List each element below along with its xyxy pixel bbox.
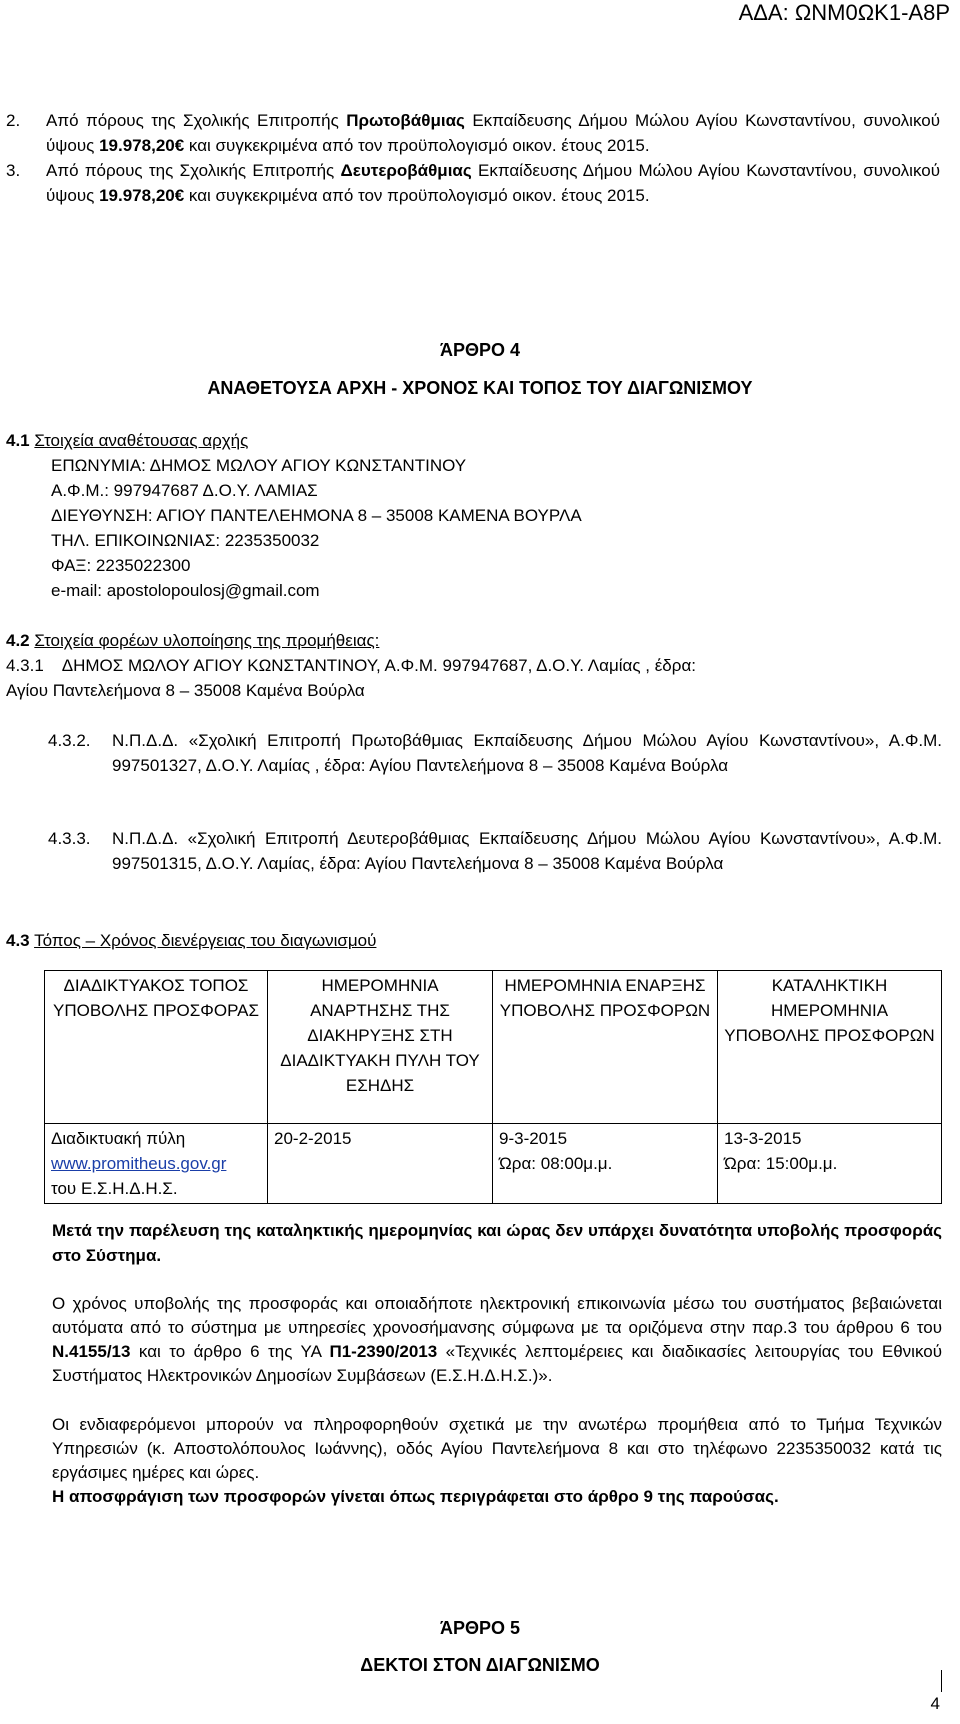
- section-4-3: [6, 928, 376, 953]
- table-cell: [718, 1124, 942, 1204]
- decision-ref: Π1-2390/2013: [329, 1342, 438, 1361]
- list-item: [6, 108, 940, 158]
- page-number: 4: [930, 1694, 940, 1713]
- table-header: ΚΑΤΑΛΗΚΤΙΚΗ ΗΜΕΡΟΜΗΝΙΑ ΥΠΟΒΟΛΗΣ ΠΡΟΣΦΟΡΩΝ: [718, 971, 942, 1124]
- article-4-subtitle: ΑΝΑΘΕΤΟΥΣΑ ΑΡΧΗ - ΧΡΟΝΟΣ ΚΑΙ ΤΟΠΟΣ ΤΟΥ ΔΙΑΓΩΝΙΣΜΟΥ: [207, 378, 753, 398]
- entity-4-3-3: [48, 826, 942, 876]
- portal-link[interactable]: www.promitheus.gov.gr: [51, 1154, 227, 1173]
- end-time: Ώρα: 15:00μ.μ.: [724, 1154, 838, 1173]
- page-number-rule: [941, 1670, 942, 1692]
- text-part: Ο χρόνος υποβολής της προσφοράς και οποιαδήποτε ηλεκτρονική επικοινωνία μέσω του συστήματος βεβαιώνεται αυτόματα από το σύστημα με υπηρεσίες χρονοσήμανσης σύμφωνα με τα οριζόμενα στην παρ.3 του άρθρου 6 του: [52, 1294, 942, 1337]
- text-part: Εκπαίδευσης Δήμου Μώλου Αγίου Κωνσταντίνου, συνολικού ύψους: [46, 161, 940, 205]
- section-4-2: [6, 628, 940, 703]
- ada-code: ΑΔΑ: ΩΝΜ0ΩΚ1-Α8Ρ: [738, 0, 950, 25]
- table-cell: [493, 1124, 718, 1204]
- info-paragraph: Οι ενδιαφερόμενοι μπορούν να πληροφορηθούν σχετικά με την ανωτέρω προμήθεια από το Τμήμα Τεχνικών Υπηρεσιών (κ. Αποστολόπουλος Ιωάννης), οδός Αγίου Παντελεήμονα 8 και στο τηλέφωνο 2235350032 κατά τις εργάσιμες ημέρες και ώρες.: [52, 1415, 942, 1482]
- entity-number: 4.3.2.: [48, 731, 91, 750]
- authority-fax: ΦΑΞ: 2235022300: [51, 556, 191, 575]
- list-number: 2.: [6, 111, 21, 130]
- article-5-subtitle: ΔΕΚΤΟΙ ΣΤΟΝ ΔΙΑΓΩΝΙΣΜΟ: [360, 1655, 600, 1675]
- end-date: 13-3-2015: [724, 1129, 802, 1148]
- text-part: Εκπαίδευσης Δήμου Μώλου Αγίου Κωνσταντίνου, συνολικού ύψους: [46, 111, 940, 155]
- article-5-title: ΆΡΘΡΟ 5: [439, 1618, 521, 1638]
- authority-address: ΔΙΕΥΘΥΝΣΗ: ΑΓΙΟΥ ΠΑΝΤΕΛΕΗΜΟΝΑ 8 – 35008 ΚΑΜΕΝΑ ΒΟΥΡΛΑ: [51, 506, 582, 525]
- text-part: και το άρθρο 6 της ΥΑ: [130, 1342, 330, 1361]
- table-header: ΗΜΕΡΟΜΗΝΙΑ ΑΝΑΡΤΗΣΗΣ ΤΗΣ ΔΙΑΚΗΡΥΞΗΣ ΣΤΗ ΔΙΑΔΙΚΤΥΑΚΗ ΠΥΛΗ ΤΟΥ ΕΣΗΔΗΣ: [268, 971, 493, 1124]
- submission-paragraph: [52, 1292, 942, 1388]
- post-date: 20-2-2015: [274, 1129, 352, 1148]
- table-cell: [268, 1124, 493, 1204]
- section-number: 4.3: [6, 931, 30, 950]
- list-text: [46, 158, 940, 208]
- list-text: [46, 108, 940, 158]
- schedule-table: [44, 970, 942, 1204]
- authority-name: ΕΠΩΝΥΜΙΑ: ΔΗΜΟΣ ΜΩΛΟΥ ΑΓΙΟΥ ΚΩΝΣΤΑΝΤΙΝΟΥ: [51, 456, 467, 475]
- table-header: ΗΜΕΡΟΜΗΝΙΑ ΕΝΑΡΞΗΣ ΥΠΟΒΟΛΗΣ ΠΡΟΣΦΟΡΩΝ: [493, 971, 718, 1124]
- list-number: 3.: [6, 161, 21, 180]
- start-time: Ώρα: 08:00μ.μ.: [499, 1154, 613, 1173]
- section-heading: Στοιχεία αναθέτουσας αρχής: [34, 431, 249, 450]
- entity-text: Ν.Π.Δ.Δ. «Σχολική Επιτροπή Πρωτοβάθμιας Εκπαίδευσης Δήμου Μώλου Αγίου Κωνσταντίνου», Α.Φ.Μ. 997501327, Δ.Ο.Υ. Λαμίας , έδρα: Αγίου Παντελεήμονα 8 – 35008 Καμένα Βούρλα: [112, 731, 942, 775]
- article-4-title: ΆΡΘΡΟ 4: [439, 340, 521, 360]
- opening-paragraph: Η αποσφράγιση των προσφορών γίνεται όπως περιγράφεται στο άρθρο 9 της παρούσας.: [52, 1487, 779, 1506]
- entity-number: 4.3.3.: [48, 829, 91, 848]
- authority-phone: ΤΗΛ. ΕΠΙΚΟΙΝΩΝΙΑΣ: 2235350032: [51, 531, 320, 550]
- list-item: [6, 158, 940, 208]
- table-cell: [45, 1124, 268, 1204]
- funding-list: [6, 108, 940, 208]
- portal-label: Διαδικτυακή πύλη: [51, 1129, 186, 1148]
- authority-email: e-mail: apostolopoulosj@gmail.com: [51, 581, 320, 600]
- section-heading: Στοιχεία φορέων υλοποίησης της προμήθειας:: [34, 631, 380, 650]
- authority-vat: Α.Φ.Μ.: 997947687 Δ.Ο.Υ. ΛΑΜΙΑΣ: [51, 481, 318, 500]
- entity-text: Ν.Π.Δ.Δ. «Σχολική Επιτροπή Δευτεροβάθμιας Εκπαίδευσης Δήμου Μώλου Αγίου Κωνσταντίνου», Α.Φ.Μ. 997501315, Δ.Ο.Υ. Λαμίας, έδρα: Αγίου Παντελεήμονα 8 – 35008 Καμένα Βούρλα: [112, 829, 942, 873]
- entity-4-3-1: 4.3.1 ΔΗΜΟΣ ΜΩΛΟΥ ΑΓΙΟΥ ΚΩΝΣΤΑΝΤΙΝΟΥ, Α.Φ.Μ. 997947687, Δ.Ο.Υ. Λαμίας , έδρα:: [6, 656, 696, 675]
- text-part: και συγκεκριμένα από τον προϋπολογισμό οικον. έτους 2015.: [184, 136, 650, 155]
- portal-suffix: του Ε.Σ.Η.Δ.Η.Σ.: [51, 1179, 178, 1198]
- text-part: «Τεχνικές λεπτομέρειες και διαδικασίες λειτουργίας του Εθνικού Συστήματος Ηλεκτρονικών Δημοσίων Συμβάσεων (Ε.Σ.Η.Δ.Η.Σ.)».: [52, 1342, 942, 1385]
- entity-4-3-1-address: Αγίου Παντελεήμονα 8 – 35008 Καμένα Βούρλα: [6, 681, 365, 700]
- amount: 19.978,20€: [99, 186, 185, 205]
- bold-part: Πρωτοβάθμιας: [346, 111, 465, 130]
- text-part: Από πόρους της Σχολικής Επιτροπής: [46, 111, 347, 130]
- start-date: 9-3-2015: [499, 1129, 568, 1148]
- section-4-1: [6, 428, 582, 603]
- text-part: και συγκεκριμένα από τον προϋπολογισμό οικον. έτους 2015.: [184, 186, 650, 205]
- deadline-notice: Μετά την παρέλευση της καταληκτικής ημερομηνίας και ώρας δεν υπάρχει δυνατότητα υποβολής προσφοράς στο Σύστημα.: [52, 1221, 942, 1265]
- table-header-row: [45, 971, 942, 1124]
- text-part: Από πόρους της Σχολικής Επιτροπής: [46, 161, 341, 180]
- table-row: [45, 1124, 942, 1204]
- entity-4-3-2: [48, 728, 942, 778]
- section-number: 4.2: [6, 631, 30, 650]
- section-heading: Τόπος – Χρόνος διενέργειας του διαγωνισμού: [34, 931, 377, 950]
- law-ref: Ν.4155/13: [52, 1342, 131, 1361]
- amount: 19.978,20€: [99, 136, 185, 155]
- table-header: ΔΙΑΔΙΚΤΥΑΚΟΣ ΤΟΠΟΣ ΥΠΟΒΟΛΗΣ ΠΡΟΣΦΟΡΑΣ: [45, 971, 268, 1124]
- section-number: 4.1: [6, 431, 30, 450]
- bold-part: Δευτεροβάθμιας: [340, 161, 472, 180]
